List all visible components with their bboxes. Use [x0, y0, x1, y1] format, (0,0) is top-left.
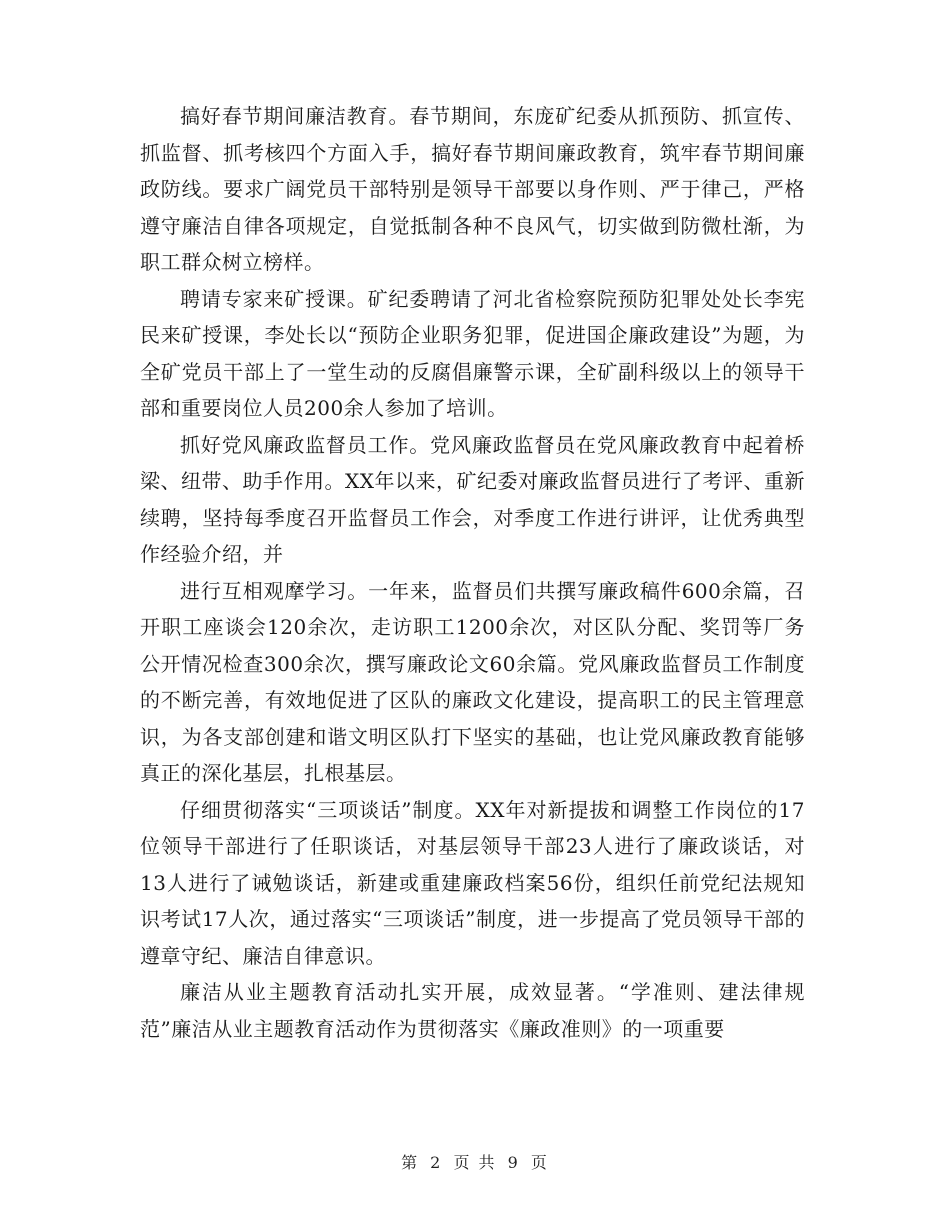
footer-total-pages: 9 — [507, 1153, 520, 1172]
footer-suffix: 页 — [530, 1153, 549, 1172]
paragraph-three-talks: 仔细贯彻落实“三项谈话”制度。XX年对新提拔和调整工作岗位的17位领导干部进行了任职谈话，对基层领导干部23人进行了廉政谈话，对13人进行了诫勉谈话，新建或重建廉政档案56份，组织任前党纪法规知识考试17人次，通过落实“三项谈话”制度，进一步提高了党员领导干部的遵章守纪、廉洁自律意识。 — [140, 797, 805, 968]
footer-prefix: 第 — [401, 1153, 420, 1172]
document-body — [140, 98, 805, 1047]
paragraph-expert-lecture: 聘请专家来矿授课。矿纪委聘请了河北省检察院预防犯罪处处长李宪民来矿授课，李处长以“预防企业职务犯罪，促进国企廉政建设”为题，为全矿党员干部上了一堂生动的反腐倡廉警示课，全矿副科级以上的领导干部和重要岗位人员200余人参加了培训。 — [140, 286, 805, 420]
footer-page-number: 2 — [430, 1153, 443, 1172]
footer-middle: 页 共 — [453, 1153, 497, 1172]
paragraph-spring-festival: 搞好春节期间廉洁教育。春节期间，东庞矿纪委从抓预防、抓宣传、抓监督、抓考核四个方面入手，搞好春节期间廉政教育，筑牢春节期间廉政防线。要求广阔党员干部特别是领导干部要以身作则、严于律己，严格遵守廉洁自律各项规定，自觉抵制各种不良风气，切实做到防微杜渐，为职工群众树立榜样。 — [140, 104, 805, 274]
paragraph-supervisor-work: 抓好党风廉政监督员工作。党风廉政监督员在党风廉政教育中起着桥梁、纽带、助手作用。XX年以来，矿纪委对廉政监督员进行了考评、重新续聘，坚持每季度召开监督员工作会，对季度工作进行讲评，让优秀典型作经验介绍，并 — [140, 432, 805, 566]
paragraph-integrity-campaign: 廉洁从业主题教育活动扎实开展，成效显著。“学准则、建法律规范”廉洁从业主题教育活动作为贯彻落实《廉政准则》的一项重要 — [140, 980, 805, 1041]
paragraph-mutual-learning: 进行互相观摩学习。一年来，监督员们共撰写廉政稿件600余篇，召开职工座谈会120余次，走访职工1200余次，对区队分配、奖罚等厂务公开情况检查300余次，撰写廉政论文60余篇。党风廉政监督员工作制度的不断完善，有效地促进了区队的廉政文化建设，提高职工的民主管理意识，为各支部创建和谐文明区队打下坚实的基础，也让党风廉政教育能够真正的深化基层，扎根基层。 — [140, 578, 805, 785]
page-footer — [0, 1150, 950, 1173]
